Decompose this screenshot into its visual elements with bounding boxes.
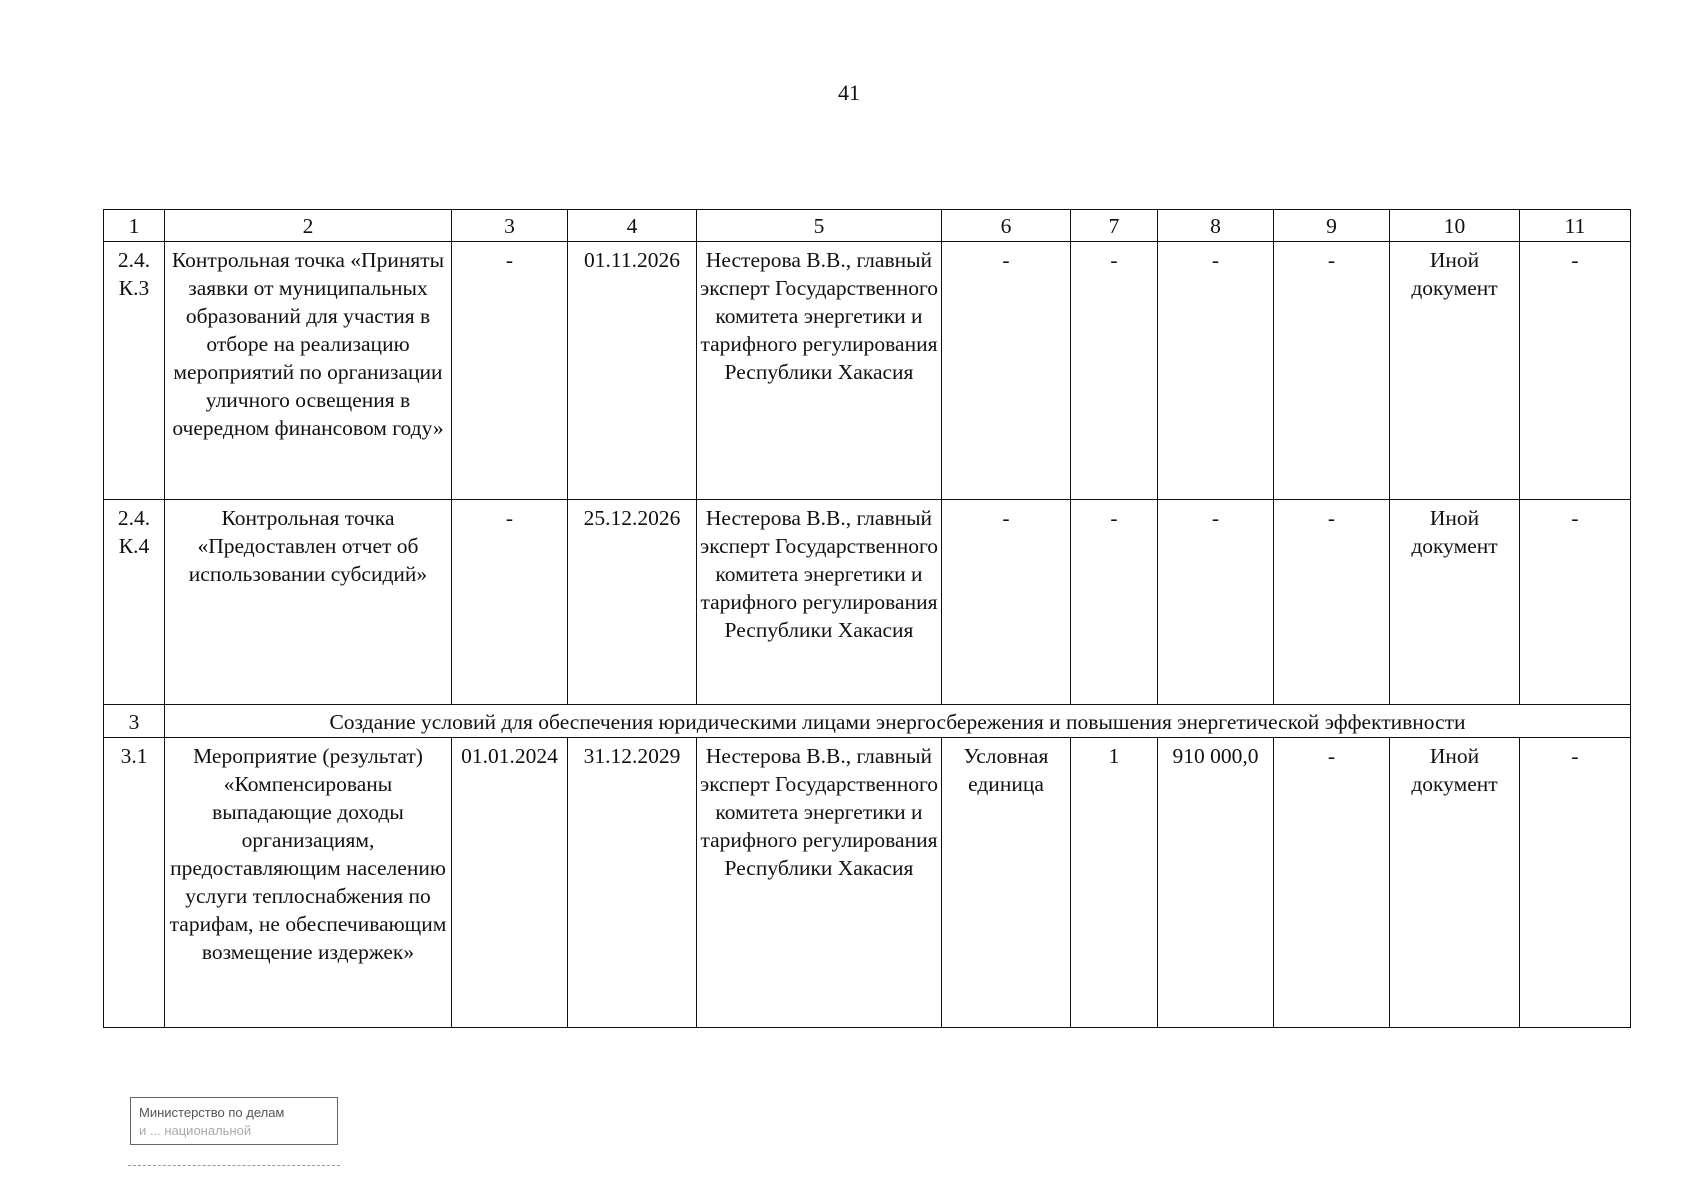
table-header-row (104, 210, 1631, 242)
registration-stamp (130, 1097, 338, 1145)
stamp-line-1: Министерство по делам (139, 1105, 285, 1120)
row-unit: Условная единица (942, 738, 1071, 1028)
row-amount: 910 000,0 (1158, 738, 1274, 1028)
row-col9: - (1274, 738, 1390, 1028)
stamp-underline (128, 1165, 340, 1166)
row-description: Мероприятие (результат) «Компенсированы выпадающие доходы организациям, предоставляющим населению услуги теплоснабжения по тарифам, не обеспечивающим возмещение издержек» (165, 738, 452, 1028)
row-unit: - (942, 242, 1071, 500)
header-cell: 1 (104, 210, 165, 242)
row-responsible: Нестерова В.В., главный эксперт Государственного комитета энергетики и тарифного регулирования Республики Хакасия (697, 738, 942, 1028)
row-description: Контрольная точка «Предоставлен отчет об использовании субсидий» (165, 500, 452, 705)
row-description: Контрольная точка «Приняты заявки от муниципальных образований для участия в отборе на реализацию мероприятий по организации уличного освещения в очередном финансовом году» (165, 242, 452, 500)
header-cell: 6 (942, 210, 1071, 242)
row-responsible: Нестерова В.В., главный эксперт Государственного комитета энергетики и тарифного регулирования Республики Хакасия (697, 500, 942, 705)
row-number: 2.4. К.3 (104, 242, 165, 500)
row-value: 1 (1071, 738, 1158, 1028)
row-col9: - (1274, 500, 1390, 705)
header-cell: 8 (1158, 210, 1274, 242)
row-col9: - (1274, 242, 1390, 500)
header-cell: 5 (697, 210, 942, 242)
row-col11: - (1520, 738, 1631, 1028)
section-title: Создание условий для обеспечения юридическими лицами энергосбережения и повышения энергетической эффективности (165, 705, 1631, 738)
page-number: 41 (838, 80, 860, 105)
row-start-date: - (452, 500, 568, 705)
table-row (104, 738, 1631, 1028)
row-amount: - (1158, 500, 1274, 705)
header-cell: 11 (1520, 210, 1631, 242)
header-cell: 7 (1071, 210, 1158, 242)
header-cell: 9 (1274, 210, 1390, 242)
plan-table (103, 209, 1631, 1028)
row-amount: - (1158, 242, 1274, 500)
header-cell: 2 (165, 210, 452, 242)
row-number: 3.1 (104, 738, 165, 1028)
table-row (104, 242, 1631, 500)
header-cell: 10 (1390, 210, 1520, 242)
row-value: - (1071, 242, 1158, 500)
row-col11: - (1520, 242, 1631, 500)
row-responsible: Нестерова В.В., главный эксперт Государственного комитета энергетики и тарифного регулирования Республики Хакасия (697, 242, 942, 500)
table-row (104, 500, 1631, 705)
row-unit: - (942, 500, 1071, 705)
row-document-type: Иной документ (1390, 242, 1520, 500)
row-number: 2.4. К.4 (104, 500, 165, 705)
row-end-date: 25.12.2026 (568, 500, 697, 705)
section-number: 3 (104, 705, 165, 738)
header-cell: 3 (452, 210, 568, 242)
section-row (104, 705, 1631, 738)
row-col11: - (1520, 500, 1631, 705)
row-end-date: 31.12.2029 (568, 738, 697, 1028)
row-end-date: 01.11.2026 (568, 242, 697, 500)
header-cell: 4 (568, 210, 697, 242)
row-document-type: Иной документ (1390, 500, 1520, 705)
row-document-type: Иной документ (1390, 738, 1520, 1028)
row-value: - (1071, 500, 1158, 705)
row-start-date: 01.01.2024 (452, 738, 568, 1028)
row-start-date: - (452, 242, 568, 500)
stamp-line-2: и ... национальной (139, 1123, 252, 1138)
